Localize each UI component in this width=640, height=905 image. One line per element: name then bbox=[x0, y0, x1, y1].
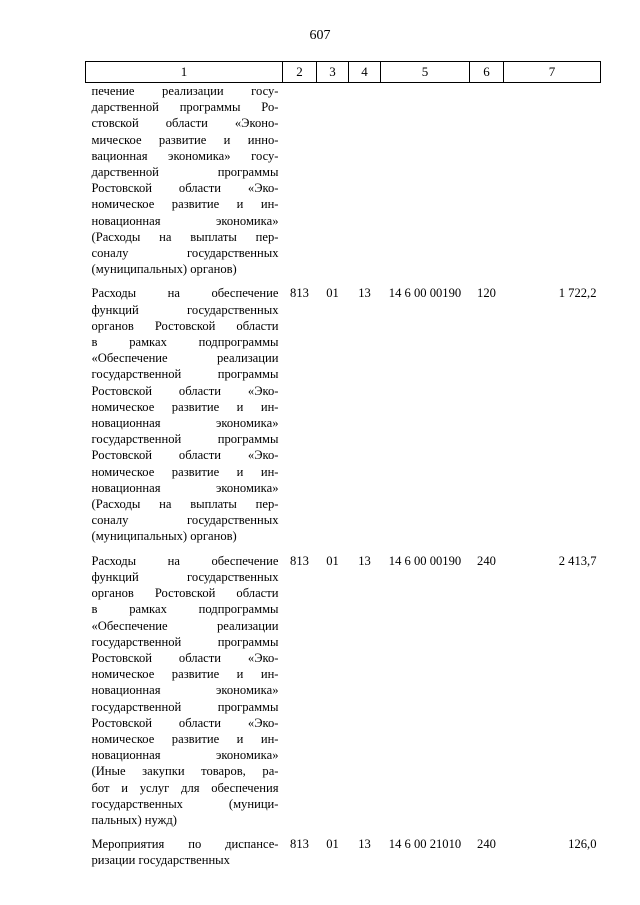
cell-expense-type bbox=[470, 83, 504, 278]
description-line: функций государственных bbox=[91, 302, 279, 317]
description-line: мическое развитие и инно- bbox=[91, 132, 279, 147]
description-line: (Расходы на выплаты пер- bbox=[91, 229, 279, 244]
description-line: государственных (муници- bbox=[91, 796, 279, 811]
description-line: стовской области «Эконо- bbox=[91, 116, 279, 131]
table-row bbox=[86, 828, 601, 868]
description-line: (муниципальных) органов) bbox=[91, 529, 237, 544]
description-line: государственной программы bbox=[91, 699, 279, 714]
description-line: вационная экономика» госу- bbox=[91, 148, 279, 163]
description-line: бот и услуг для обеспечения bbox=[91, 780, 279, 795]
cell-amount: 126,0 bbox=[568, 837, 597, 852]
budget-table bbox=[85, 61, 601, 869]
description-line: (муниципальных) органов) bbox=[91, 262, 237, 277]
row-description bbox=[86, 828, 283, 868]
description-line: новационная экономика» bbox=[91, 416, 279, 431]
description-line: номическое развитие и ин- bbox=[91, 731, 279, 746]
description-line: соналу государственных bbox=[91, 513, 279, 528]
description-line: Расходы на обеспечение bbox=[91, 286, 279, 301]
description-line: номическое развитие и ин- bbox=[91, 399, 279, 414]
cell-amount: 2 413,7 bbox=[558, 553, 597, 568]
description-line: в рамках подпрограммы bbox=[91, 335, 279, 350]
cell-section: 01 bbox=[326, 837, 339, 852]
cell-target-article bbox=[381, 83, 470, 278]
description-line: дарственной программы Ро- bbox=[91, 100, 279, 115]
col-header-2: 2 bbox=[283, 62, 317, 83]
page-number: 607 bbox=[309, 28, 331, 43]
description-line: Ростовской области «Эко- bbox=[91, 181, 279, 196]
table-row bbox=[86, 83, 601, 278]
col-header-5: 5 bbox=[381, 62, 470, 83]
description-line: функций государственных bbox=[91, 569, 279, 584]
description-line: номическое развитие и ин- bbox=[91, 197, 279, 212]
cell-subsection: 13 bbox=[358, 837, 371, 852]
cell-subsection bbox=[349, 83, 381, 278]
description-line: (Иные закупки товаров, ра- bbox=[91, 764, 279, 779]
cell-ministry-code bbox=[283, 83, 317, 278]
description-line: Мероприятия по диспансе- bbox=[91, 837, 279, 852]
row-description bbox=[86, 277, 283, 544]
description-line: новационная экономика» bbox=[91, 683, 279, 698]
row-description bbox=[86, 545, 283, 828]
cell-section: 01 bbox=[326, 286, 339, 301]
description-line: Расходы на обеспечение bbox=[91, 553, 279, 568]
description-line: государственной программы bbox=[91, 367, 279, 382]
cell-target-article: 14 6 00 00190 bbox=[388, 286, 462, 301]
description-line: в рамках подпрограммы bbox=[91, 602, 279, 617]
cell-section: 01 bbox=[326, 553, 339, 568]
description-line: Ростовской области «Эко- bbox=[91, 715, 279, 730]
cell-expense-type: 240 bbox=[477, 837, 496, 852]
description-line: новационная экономика» bbox=[91, 480, 279, 495]
col-header-6: 6 bbox=[470, 62, 504, 83]
description-line: дарственной программы bbox=[91, 165, 279, 180]
description-line: Ростовской области «Эко- bbox=[91, 650, 279, 665]
description-line: Ростовской области «Эко- bbox=[91, 448, 279, 463]
description-line: (Расходы на выплаты пер- bbox=[91, 497, 279, 512]
row-description bbox=[86, 83, 283, 278]
cell-subsection: 13 bbox=[358, 553, 371, 568]
description-line: пальных) нужд) bbox=[91, 812, 177, 827]
description-line: печение реализации госу- bbox=[91, 84, 279, 98]
description-line: органов Ростовской области bbox=[91, 318, 279, 333]
description-line: новационная экономика» bbox=[91, 748, 279, 763]
description-line: «Обеспечение реализации bbox=[91, 618, 279, 633]
cell-ministry-code: 813 bbox=[290, 286, 309, 301]
cell-target-article: 14 6 00 00190 bbox=[388, 553, 462, 568]
col-header-7: 7 bbox=[504, 62, 601, 83]
cell-expense-type: 240 bbox=[477, 553, 496, 568]
table-row bbox=[86, 545, 601, 828]
description-line: новационная экономика» bbox=[91, 213, 279, 228]
description-line: номическое развитие и ин- bbox=[91, 464, 279, 479]
description-line: государственной программы bbox=[91, 634, 279, 649]
description-line: Ростовской области «Эко- bbox=[91, 383, 279, 398]
cell-ministry-code: 813 bbox=[290, 553, 309, 568]
table-header-row bbox=[86, 62, 601, 83]
description-line: органов Ростовской области bbox=[91, 586, 279, 601]
cell-amount: 1 722,2 bbox=[558, 286, 597, 301]
col-header-3: 3 bbox=[317, 62, 349, 83]
cell-target-article: 14 6 00 21010 bbox=[388, 837, 462, 852]
description-line: соналу государственных bbox=[91, 246, 279, 261]
col-header-4: 4 bbox=[349, 62, 381, 83]
description-line: «Обеспечение реализации bbox=[91, 351, 279, 366]
cell-amount bbox=[504, 83, 601, 278]
cell-ministry-code: 813 bbox=[290, 837, 309, 852]
col-header-1: 1 bbox=[86, 62, 283, 83]
cell-section bbox=[317, 83, 349, 278]
description-line: государственной программы bbox=[91, 432, 279, 447]
cell-subsection: 13 bbox=[358, 286, 371, 301]
table-row bbox=[86, 277, 601, 544]
cell-expense-type: 120 bbox=[477, 286, 496, 301]
description-line: ризации государственных bbox=[91, 853, 230, 868]
description-line: номическое развитие и ин- bbox=[91, 667, 279, 682]
